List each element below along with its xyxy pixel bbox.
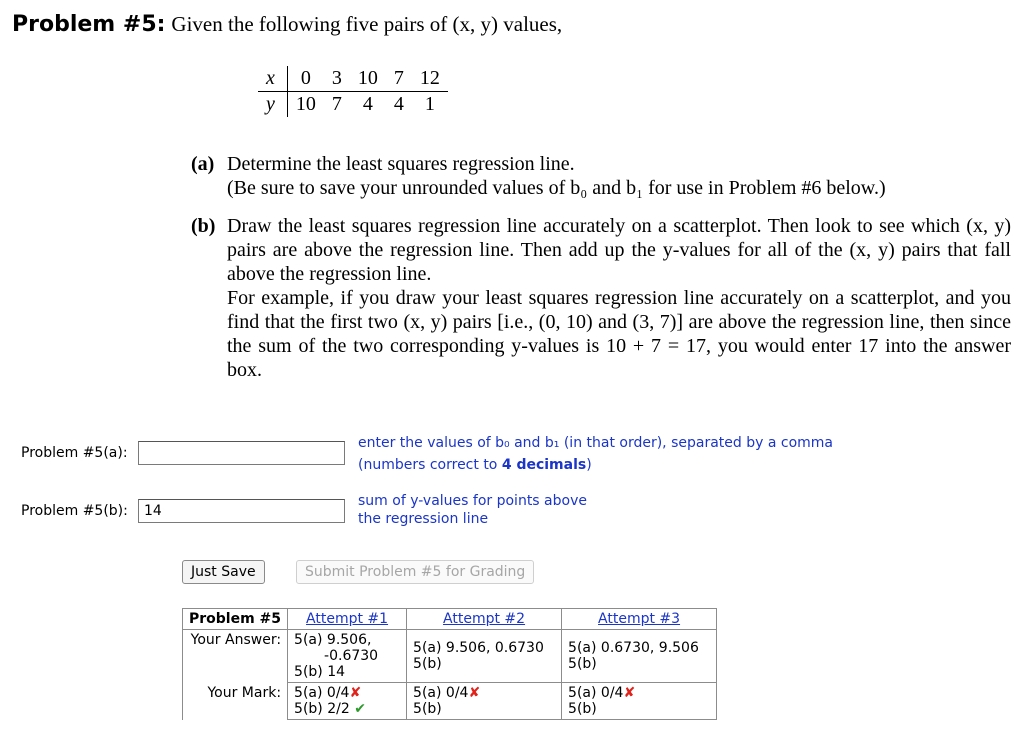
xy-data-table: [258, 66, 448, 117]
answer-a-label: Problem #5(a):: [21, 445, 128, 461]
wrong-icon: ✘: [623, 685, 636, 701]
attempt-2-mark: 5(a) 0/4✘ 5(b): [407, 683, 562, 720]
y-value: 7: [331, 93, 342, 115]
answer-b-hint-line1: sum of y-values for points above: [358, 493, 587, 509]
x-value: 0: [287, 66, 324, 92]
just-save-button[interactable]: Just Save: [182, 560, 265, 584]
your-answer-row: [183, 630, 717, 683]
x-value: 7: [386, 66, 412, 92]
answer-a-input[interactable]: [138, 441, 345, 465]
x-value: 12: [412, 66, 448, 92]
x-label: x: [258, 66, 287, 92]
x-value: 3: [324, 66, 350, 92]
your-mark-row: [183, 683, 717, 720]
your-mark-label: Your Mark:: [183, 683, 288, 720]
attempt-2-answer: 5(a) 9.506, 0.6730 5(b): [407, 630, 562, 683]
attempt-1-link[interactable]: Attempt #1: [306, 611, 389, 627]
answer-b-input[interactable]: [138, 499, 345, 523]
problem-intro: Given the following five pairs of (x, y) values,: [171, 12, 563, 36]
part-a-line2: (Be sure to save your unrounded values of b₀ and b₁ for use in Problem #6 below.): [227, 177, 886, 199]
y-value: 1: [424, 93, 435, 115]
wrong-icon: ✘: [349, 685, 362, 701]
problem-parts: [191, 152, 1011, 382]
part-b: [191, 214, 1011, 382]
x-row: [258, 66, 448, 92]
attempts-header-row: [183, 609, 717, 630]
part-a: [191, 152, 1011, 200]
wrong-icon: ✘: [468, 685, 481, 701]
y-label: y: [258, 92, 287, 118]
attempt-1-mark: 5(a) 0/4✘ 5(b) 2/2 ✔: [288, 683, 407, 720]
part-a-label: (a): [191, 153, 215, 175]
your-answer-label: Your Answer:: [183, 630, 288, 683]
answer-a-hint-line1: enter the values of b₀ and b₁ (in that order), separated by a comma: [358, 435, 834, 451]
part-a-line1: Determine the least squares regression line.: [227, 153, 575, 175]
answer-b-hint-line2: the regression line: [358, 511, 489, 527]
attempt-3-answer: 5(a) 0.6730, 9.506 5(b): [562, 630, 717, 683]
attempt-3-link[interactable]: Attempt #3: [598, 611, 681, 627]
y-value: 4: [362, 93, 373, 115]
problem-header: [12, 12, 562, 37]
part-b-label: (b): [191, 215, 216, 237]
answer-b-label: Problem #5(b):: [21, 503, 128, 519]
attempt-2-link[interactable]: Attempt #2: [443, 611, 526, 627]
problem-title: Problem #5:: [12, 12, 166, 37]
answer-b-hint: [358, 492, 587, 528]
decimals-emphasis: 4 decimals: [501, 457, 587, 473]
y-row: [258, 92, 448, 118]
attempts-corner: Problem #5: [183, 609, 288, 630]
part-b-paragraph1: Draw the least squares regression line accurately on a scatterplot. Then look to see which (x, y) pairs are above the regression line. Then add up the y-values for all of the (x, y) pairs that fall above the regression line.: [227, 215, 1011, 285]
check-icon: ✔: [354, 701, 366, 717]
attempt-1-answer: 5(a) 9.506, -0.6730 5(b) 14: [288, 630, 407, 683]
answer-a-hint: enter the values of b₀ and b₁ (in that order), separated by a comma (numbers correct to 4 decimals): [358, 432, 833, 476]
part-b-paragraph2: For example, if you draw your least squares regression line accurately on a scatterplot, and you find that the first two (x, y) pairs [i.e., (0, 10) and (3, 7)] are above the regression line, then since the sum of the two corresponding y-values is 10 + 7 = 17, you would enter 17 into the answer box.: [227, 287, 1011, 381]
y-value: 4: [393, 93, 404, 115]
y-value: 10: [295, 93, 316, 115]
attempts-table: [182, 608, 717, 720]
x-value: 10: [350, 66, 386, 92]
submit-for-grading-button[interactable]: Submit Problem #5 for Grading: [296, 560, 534, 584]
attempt-3-mark: 5(a) 0/4✘ 5(b): [562, 683, 717, 720]
